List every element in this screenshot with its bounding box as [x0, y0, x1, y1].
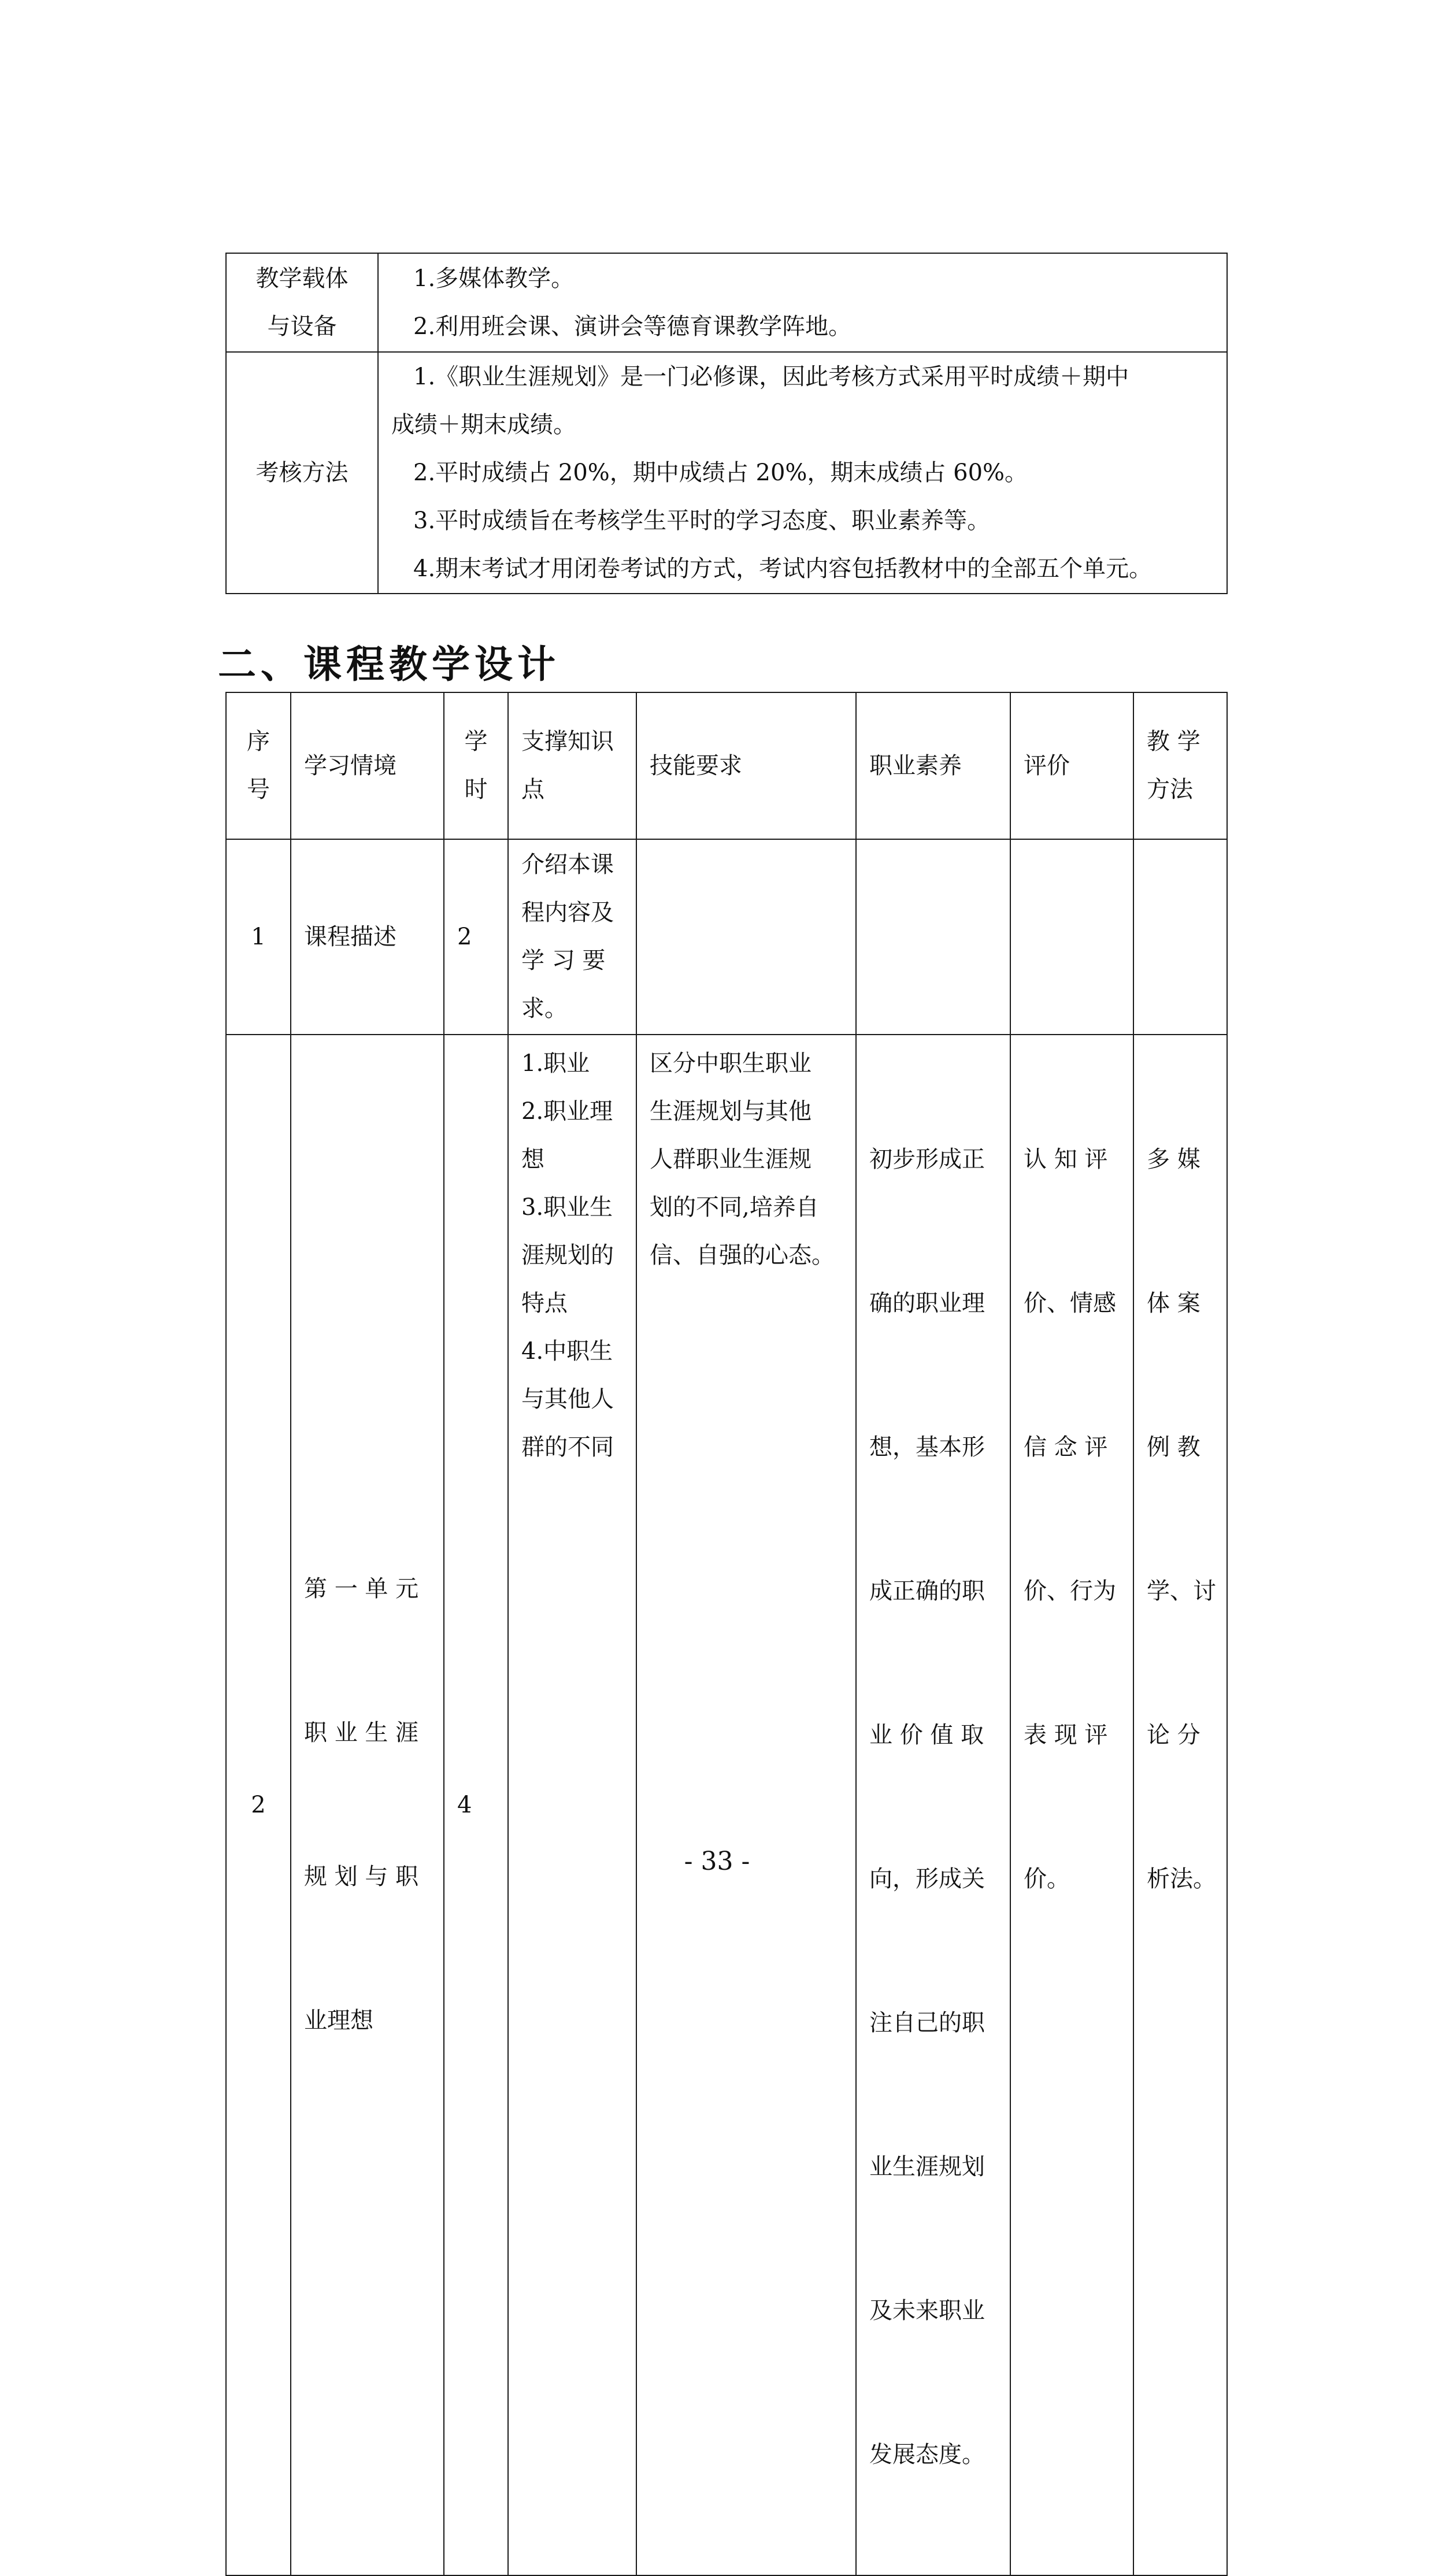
row-skills: [636, 1035, 856, 2575]
header-line: 点: [521, 776, 544, 803]
carrier-content: [378, 253, 1227, 352]
row-evaluation: [1010, 839, 1133, 1035]
row-literacy: [856, 839, 1010, 1035]
cell-line: 析法。: [1147, 1866, 1216, 1892]
cell-line: 注自己的职: [869, 2010, 985, 2036]
label-line: 与设备: [267, 313, 337, 340]
header-line: 序: [247, 728, 270, 755]
header-seq: [226, 692, 291, 839]
cell-line: 及未来职业: [869, 2297, 985, 2324]
cell-line: 人群职业生涯规: [650, 1146, 812, 1173]
header-line: 方法: [1147, 776, 1193, 803]
cell-line: 4.中职生: [521, 1338, 613, 1365]
header-evaluation: 评价: [1010, 692, 1133, 839]
cell-line: 表 现 评: [1024, 1722, 1108, 1748]
header-literacy: 职业素养: [856, 692, 1010, 839]
row-knowledge: [508, 839, 636, 1035]
assessment-table: [225, 253, 1228, 594]
cell-line: 确的职业理: [869, 1290, 985, 1317]
cell-line: 特点: [521, 1290, 568, 1317]
row-situation: [291, 839, 444, 1035]
cell-line: 群的不同: [521, 1434, 614, 1461]
header-hours: [444, 692, 508, 839]
cell-line: 职 业 生 涯: [304, 1719, 419, 1746]
row-knowledge: [508, 1035, 636, 2575]
row-seq: 1: [226, 839, 291, 1035]
cell-line: 程内容及: [521, 899, 614, 926]
cell-line: 论 分: [1147, 1722, 1200, 1748]
cell-line: 向，形成关: [869, 1866, 985, 1892]
assessment-content: [378, 352, 1227, 594]
row-literacy: [856, 1035, 1010, 2575]
cell-line: 认 知 评: [1024, 1146, 1108, 1173]
cell-line: 业理想: [304, 2007, 373, 2034]
row-method: [1133, 839, 1227, 1035]
content-line: 2.平时成绩占 20%，期中成绩占 20%，期末成绩占 60%。: [413, 459, 1028, 486]
table-row: [226, 352, 1227, 594]
cell-line: 例 教: [1147, 1434, 1200, 1461]
row-situation: [291, 1035, 444, 2575]
cell-line: 信 念 评: [1024, 1434, 1108, 1461]
cell-line: 成正确的职: [869, 1578, 985, 1604]
header-line: 学: [464, 728, 488, 755]
section-heading: 二、课程教学设计: [218, 642, 560, 687]
cell-line: 价、行为: [1024, 1578, 1116, 1604]
cell-line: 1.职业: [521, 1050, 590, 1077]
cell-line: 求。: [521, 995, 568, 1022]
content-line: 4.期末考试才用闭卷考试的方式，考试内容包括教材中的全部五个单元。: [413, 555, 1153, 582]
cell-line: 信、自强的心态。: [650, 1242, 835, 1269]
cell-line: 2.职业理: [521, 1098, 613, 1125]
table-row: [226, 839, 1227, 1035]
content-line: 2.利用班会课、演讲会等德育课教学阵地。: [413, 313, 852, 340]
cell-line: 与其他人: [521, 1386, 614, 1413]
cell-line: 划的不同,培养自: [650, 1194, 819, 1221]
table-row: [226, 253, 1227, 352]
header-situation: 学习情境: [291, 692, 444, 839]
cell-line: 3.职业生: [521, 1194, 613, 1221]
header-line: 时: [464, 776, 488, 803]
cell-line: 区分中职生职业: [650, 1050, 812, 1077]
header-line: 教 学: [1147, 728, 1200, 755]
header-line: 支撑知识: [521, 728, 614, 755]
cell-line: 价。: [1024, 1866, 1070, 1892]
row-skills: [636, 839, 856, 1035]
page-number: - 33 -: [684, 1847, 750, 1876]
content-line: 1.《职业生涯规划》是一门必修课，因此考核方式采用平时成绩＋期中: [413, 363, 1129, 390]
row-method: [1133, 1035, 1227, 2575]
cell-line: 学 习 要: [521, 947, 606, 974]
cell-line: 初步形成正: [869, 1146, 985, 1173]
course-design-table: [225, 692, 1228, 2576]
cell-line: 业生涯规划: [869, 2154, 985, 2180]
assessment-label: [226, 352, 378, 594]
carrier-label: [226, 253, 378, 352]
cell-line: 业 价 值 取: [869, 1722, 984, 1748]
cell-line: 多 媒: [1147, 1146, 1200, 1173]
cell-line: 生涯规划与其他: [650, 1098, 812, 1125]
cell-line: 规 划 与 职: [304, 1863, 419, 1890]
header-row: [226, 692, 1227, 839]
cell-line: 价、情感: [1024, 1290, 1116, 1317]
row-hours: 2: [444, 839, 508, 1035]
table-row: [226, 1035, 1227, 2575]
content-line: 成绩＋期末成绩。: [391, 411, 576, 438]
content-line: 3.平时成绩旨在考核学生平时的学习态度、职业素养等。: [413, 507, 991, 534]
cell-line: 介绍本课: [521, 851, 614, 878]
header-method: [1133, 692, 1227, 839]
cell-line: 课程描述: [304, 923, 397, 950]
row-evaluation: [1010, 1035, 1133, 2575]
header-knowledge: [508, 692, 636, 839]
cell-line: 想，基本形: [869, 1434, 985, 1461]
cell-line: 体 案: [1147, 1290, 1200, 1317]
row-hours: 4: [444, 1035, 508, 2575]
header-line: 号: [247, 776, 270, 803]
row-seq: 2: [226, 1035, 291, 2575]
label-line: 教学载体: [255, 265, 349, 292]
header-skills: 技能要求: [636, 692, 856, 839]
content-line: 1.多媒体教学。: [413, 265, 575, 292]
label-line: 考核方法: [255, 459, 349, 486]
cell-line: 学、讨: [1147, 1578, 1216, 1604]
cell-line: 发展态度。: [869, 2441, 985, 2468]
cell-line: 涯规划的: [521, 1242, 614, 1269]
cell-line: 想: [521, 1146, 544, 1173]
cell-line: 第 一 单 元: [304, 1576, 419, 1602]
